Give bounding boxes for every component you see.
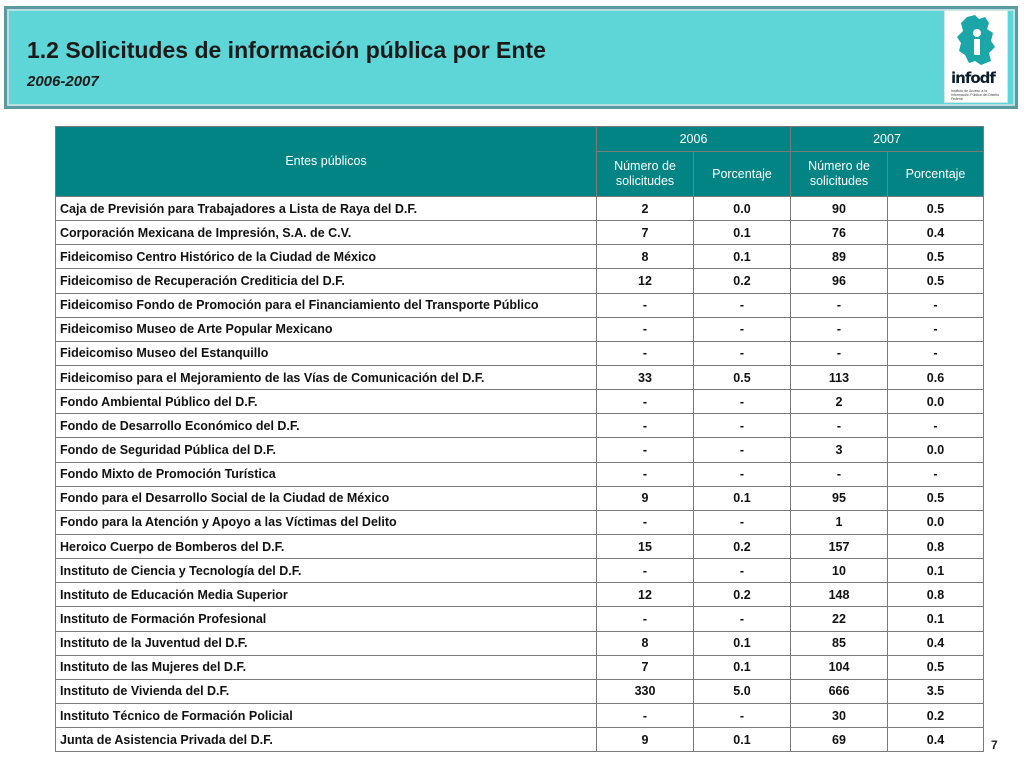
table-row	[56, 269, 984, 293]
count-2007-cell: -	[791, 462, 888, 486]
table-row	[56, 703, 984, 727]
pct-2006-cell: -	[694, 462, 791, 486]
table-row	[56, 414, 984, 438]
pct-2006-cell: -	[694, 341, 791, 365]
count-2007-cell: 76	[791, 221, 888, 245]
pct-2006-cell: -	[694, 317, 791, 341]
count-2007-cell: 96	[791, 269, 888, 293]
count-2006-cell: -	[597, 559, 694, 583]
count-2007-cell: 104	[791, 655, 888, 679]
count-2007-cell: 2	[791, 390, 888, 414]
pct-2007-cell: 0.5	[888, 245, 984, 269]
count-2006-cell: -	[597, 414, 694, 438]
header-year-2007: 2007	[791, 127, 984, 152]
pct-2007-cell: -	[888, 341, 984, 365]
count-2007-cell: -	[791, 414, 888, 438]
pct-2006-cell: 0.1	[694, 245, 791, 269]
pct-2007-cell: 0.4	[888, 221, 984, 245]
count-2006-cell: 8	[597, 631, 694, 655]
pct-2007-cell: 3.5	[888, 679, 984, 703]
pct-2007-cell: 0.5	[888, 486, 984, 510]
entity-name-cell: Fideicomiso para el Mejoramiento de las Vías de Comunicación del D.F.	[56, 365, 597, 389]
entity-name-cell: Fondo para la Atención y Apoyo a las Víctimas del Delito	[56, 510, 597, 534]
entity-name-cell: Instituto Técnico de Formación Policial	[56, 703, 597, 727]
pct-2006-cell: 0.0	[694, 197, 791, 221]
entity-name-cell: Fideicomiso Centro Histórico de la Ciudad de México	[56, 245, 597, 269]
table-row	[56, 221, 984, 245]
pct-2006-cell: 0.5	[694, 365, 791, 389]
table-row	[56, 438, 984, 462]
count-2006-cell: -	[597, 510, 694, 534]
entity-name-cell: Heroico Cuerpo de Bomberos del D.F.	[56, 534, 597, 558]
pct-2007-cell: 0.0	[888, 390, 984, 414]
pct-2006-cell: -	[694, 559, 791, 583]
pct-2006-cell: 0.2	[694, 269, 791, 293]
count-2007-cell: 148	[791, 583, 888, 607]
table-row	[56, 607, 984, 631]
pct-2006-cell: -	[694, 510, 791, 534]
data-table-container	[55, 126, 984, 752]
table-row	[56, 559, 984, 583]
count-2006-cell: 33	[597, 365, 694, 389]
count-2007-cell: 3	[791, 438, 888, 462]
pct-2006-cell: 0.1	[694, 486, 791, 510]
count-2007-cell: 10	[791, 559, 888, 583]
table-row	[56, 486, 984, 510]
pct-2006-cell: 0.1	[694, 655, 791, 679]
pct-2006-cell: 0.1	[694, 728, 791, 752]
header-entity: Entes públicos	[56, 127, 597, 197]
pct-2007-cell: 0.0	[888, 438, 984, 462]
pct-2007-cell: 0.8	[888, 534, 984, 558]
entity-name-cell: Instituto de Vivienda del D.F.	[56, 679, 597, 703]
entity-name-cell: Fondo para el Desarrollo Social de la Ciudad de México	[56, 486, 597, 510]
count-2006-cell: -	[597, 703, 694, 727]
count-2007-cell: -	[791, 341, 888, 365]
table-body	[56, 197, 984, 752]
count-2007-cell: 157	[791, 534, 888, 558]
header-banner	[4, 6, 1018, 109]
logo-wordmark: infodf	[951, 69, 995, 87]
entity-name-cell: Fondo de Seguridad Pública del D.F.	[56, 438, 597, 462]
count-2006-cell: 12	[597, 583, 694, 607]
count-2006-cell: 8	[597, 245, 694, 269]
page-subtitle: 2006-2007	[27, 73, 99, 90]
count-2007-cell: 89	[791, 245, 888, 269]
count-2007-cell: -	[791, 293, 888, 317]
table-row	[56, 197, 984, 221]
pct-2006-cell: -	[694, 607, 791, 631]
pct-2007-cell: 0.1	[888, 559, 984, 583]
count-2007-cell: -	[791, 317, 888, 341]
count-2007-cell: 69	[791, 728, 888, 752]
table-row	[56, 679, 984, 703]
pct-2007-cell: -	[888, 462, 984, 486]
count-2006-cell: 330	[597, 679, 694, 703]
entity-name-cell: Fideicomiso de Recuperación Crediticia del D.F.	[56, 269, 597, 293]
table-row	[56, 655, 984, 679]
entity-name-cell: Corporación Mexicana de Impresión, S.A. de C.V.	[56, 221, 597, 245]
pct-2006-cell: 0.1	[694, 221, 791, 245]
header-count-2007: Número de solicitudes	[791, 152, 888, 197]
count-2007-cell: 1	[791, 510, 888, 534]
table-row	[56, 293, 984, 317]
pct-2007-cell: 0.8	[888, 583, 984, 607]
count-2006-cell: 9	[597, 486, 694, 510]
entity-name-cell: Caja de Previsión para Trabajadores a Lista de Raya del D.F.	[56, 197, 597, 221]
pct-2007-cell: 0.5	[888, 269, 984, 293]
table-row	[56, 317, 984, 341]
entity-name-cell: Fondo de Desarrollo Económico del D.F.	[56, 414, 597, 438]
requests-table	[55, 126, 984, 752]
pct-2007-cell: 0.5	[888, 197, 984, 221]
infodf-logo	[944, 10, 1008, 103]
count-2007-cell: 95	[791, 486, 888, 510]
pct-2006-cell: -	[694, 293, 791, 317]
entity-name-cell: Fondo Mixto de Promoción Turística	[56, 462, 597, 486]
count-2007-cell: 30	[791, 703, 888, 727]
table-row	[56, 462, 984, 486]
pct-2007-cell: -	[888, 293, 984, 317]
entity-name-cell: Fondo Ambiental Público del D.F.	[56, 390, 597, 414]
page-number: 7	[991, 738, 998, 752]
pct-2006-cell: -	[694, 703, 791, 727]
entity-name-cell: Fideicomiso Museo de Arte Popular Mexicano	[56, 317, 597, 341]
count-2006-cell: -	[597, 438, 694, 462]
count-2006-cell: 7	[597, 655, 694, 679]
header-count-2006: Número de solicitudes	[597, 152, 694, 197]
pct-2007-cell: -	[888, 317, 984, 341]
entity-name-cell: Instituto de la Juventud del D.F.	[56, 631, 597, 655]
count-2006-cell: -	[597, 462, 694, 486]
pct-2007-cell: 0.2	[888, 703, 984, 727]
table-row	[56, 534, 984, 558]
logo-caption: Instituto de Acceso a la Información Pública del Distrito Federal	[951, 89, 1000, 101]
table-row	[56, 365, 984, 389]
count-2006-cell: -	[597, 317, 694, 341]
entity-name-cell: Instituto de Educación Media Superior	[56, 583, 597, 607]
count-2006-cell: 7	[597, 221, 694, 245]
count-2007-cell: 85	[791, 631, 888, 655]
pct-2007-cell: 0.1	[888, 607, 984, 631]
page-title: 1.2 Solicitudes de información pública por Ente	[27, 37, 546, 63]
count-2006-cell: -	[597, 341, 694, 365]
pct-2006-cell: 0.2	[694, 534, 791, 558]
pct-2007-cell: 0.6	[888, 365, 984, 389]
count-2006-cell: 15	[597, 534, 694, 558]
count-2007-cell: 22	[791, 607, 888, 631]
pct-2007-cell: 0.0	[888, 510, 984, 534]
entity-name-cell: Junta de Asistencia Privada del D.F.	[56, 728, 597, 752]
table-row	[56, 510, 984, 534]
count-2007-cell: 666	[791, 679, 888, 703]
table-row	[56, 728, 984, 752]
pct-2006-cell: -	[694, 414, 791, 438]
count-2006-cell: -	[597, 390, 694, 414]
pct-2006-cell: 0.2	[694, 583, 791, 607]
table-row	[56, 583, 984, 607]
pct-2007-cell: -	[888, 414, 984, 438]
table-row	[56, 245, 984, 269]
pct-2006-cell: 5.0	[694, 679, 791, 703]
entity-name-cell: Instituto de las Mujeres del D.F.	[56, 655, 597, 679]
count-2006-cell: 9	[597, 728, 694, 752]
table-row	[56, 631, 984, 655]
pct-2006-cell: 0.1	[694, 631, 791, 655]
table-row	[56, 341, 984, 365]
pct-2006-cell: -	[694, 438, 791, 462]
count-2006-cell: -	[597, 607, 694, 631]
count-2007-cell: 90	[791, 197, 888, 221]
pct-2007-cell: 0.4	[888, 728, 984, 752]
header-pct-2007: Porcentaje	[888, 152, 984, 197]
pct-2007-cell: 0.5	[888, 655, 984, 679]
count-2006-cell: 12	[597, 269, 694, 293]
pct-2006-cell: -	[694, 390, 791, 414]
entity-name-cell: Instituto de Formación Profesional	[56, 607, 597, 631]
count-2006-cell: 2	[597, 197, 694, 221]
map-icon	[945, 11, 1009, 71]
count-2007-cell: 113	[791, 365, 888, 389]
header-pct-2006: Porcentaje	[694, 152, 791, 197]
pct-2007-cell: 0.4	[888, 631, 984, 655]
entity-name-cell: Fideicomiso Museo del Estanquillo	[56, 341, 597, 365]
table-row	[56, 390, 984, 414]
entity-name-cell: Fideicomiso Fondo de Promoción para el Financiamiento del Transporte Público	[56, 293, 597, 317]
count-2006-cell: -	[597, 293, 694, 317]
entity-name-cell: Instituto de Ciencia y Tecnología del D.F.	[56, 559, 597, 583]
header-year-2006: 2006	[597, 127, 791, 152]
